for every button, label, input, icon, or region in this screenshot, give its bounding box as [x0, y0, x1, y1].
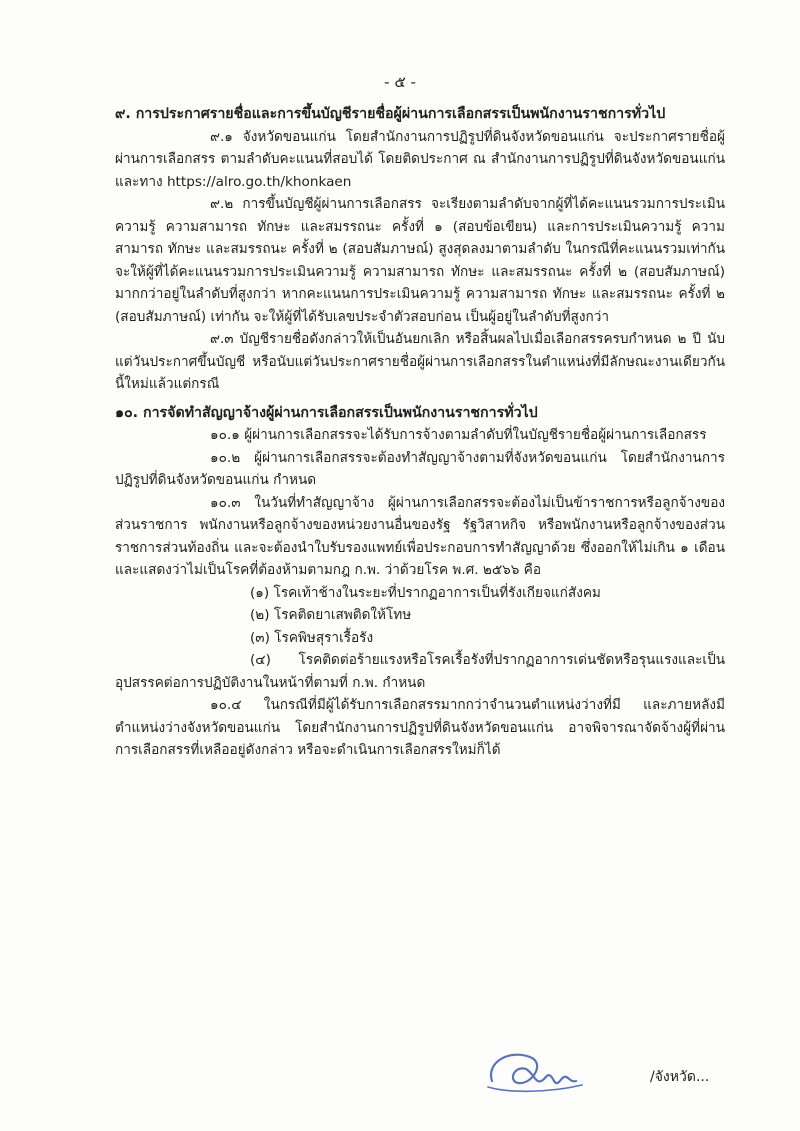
continuation-marker: /จังหวัด...	[650, 1069, 710, 1085]
section-10-1-paragraph: ๑๐.๑ ผู้ผ่านการเลือกสรรจะได้รับการจ้างตามลำดับที่ในบัญชีรายชื่อผู้ผ่านการเลือกสรร	[210, 427, 707, 443]
page-number: - ๕ -	[384, 73, 416, 91]
section-9-1-paragraph: ๙.๑ จังหวัดขอนแก่น โดยสำนักงานการปฏิรูปที่ดินจังหวัดขอนแก่น จะประกาศรายชื่อผู้ผ่านการเลือกสรร ตามลำดับคะแนนที่สอบได้ โดยติดประกาศ ณ สำนักงานการปฏิรูปที่ดินจังหวัดขอนแก่น และทาง https://alro.go.th/khonkaen	[115, 128, 725, 190]
disease-item: (๔) โรคติดต่อร้ายแรงหรือโรคเรื้อรังที่ปรากฏอาการเด่นชัดหรือรุนแรงและเป็นอุปสรรคต่อการปฏิบัติงานในหน้าที่ตามที่ ก.พ. กำหนด	[115, 652, 725, 691]
section-9-heading: ๙. การประกาศรายชื่อและการขึ้นบัญชีรายชื่อผู้ผ่านการเลือกสรรเป็นพนักงานราชการทั่วไป	[115, 106, 666, 122]
disease-item: (๓) โรคพิษสุราเรื้อรัง	[250, 629, 374, 646]
section-10-2-paragraph: ๑๐.๒ ผู้ผ่านการเลือกสรรจะต้องทำสัญญาจ้างตามที่จังหวัดขอนแก่น โดยสำนักงานการปฏิรูปที่ดินจังหวัดขอนแก่น กำหนด	[115, 449, 725, 488]
section-10-heading: ๑๐. การจัดทำสัญญาจ้างผู้ผ่านการเลือกสรรเป็นพนักงานราชการทั่วไป	[115, 404, 538, 421]
disease-item: (๒) โรคติดยาเสพติดให้โทษ	[250, 607, 412, 623]
signature-mark	[478, 1043, 590, 1103]
section-9-2-paragraph: ๙.๒ การขึ้นบัญชีผู้ผ่านการเลือกสรร จะเรียงตามลำดับจากผู้ที่ได้คะแนนรวมการประเมินความรู้ ความสามารถ ทักษะ และสมรรถนะ ครั้งที่ ๑ (สอบข้อเขียน) และการประเมินความรู้ ความสามารถ ทักษะ และสมรรถนะ ครั้งที่ ๒ (สอบสัมภาษณ์) สูงสุดลงมาตามลำดับ ในกรณีที่คะแนนรวมเท่ากัน จะให้ผู้ที่ได้คะแนนรวมการประเมินความรู้ ความสามารถ ทักษะ และสมรรถนะ ครั้งที่ ๒ (สอบสัมภาษณ์) มากกว่าอยู่ในลำดับที่สูงกว่า หากคะแนนการประเมินความรู้ ความสามารถ ทักษะ และสมรรถนะ ครั้งที่ ๒ (สอบสัมภาษณ์) เท่ากัน จะให้ผู้ที่ได้รับเลขประจำตัวสอบก่อน เป็นผู้อยู่ในลำดับที่สูงกว่า	[115, 196, 725, 325]
document-body	[115, 103, 725, 762]
section-9-3-paragraph: ๙.๓ บัญชีรายชื่อดังกล่าวให้เป็นอันยกเลิก หรือสิ้นผลไปเมื่อเลือกสรรครบกำหนด ๒ ปี นับแต่วันประกาศขึ้นบัญชี หรือนับแต่วันประกาศรายชื่อผู้ผ่านการเลือกสรรในตำแหน่งที่มีลักษณะงานเดียวกันนี้ใหม่แล้วแต่กรณี	[115, 331, 725, 392]
section-10-3-paragraph: ๑๐.๓ ในวันที่ทำสัญญาจ้าง ผู้ผ่านการเลือกสรรจะต้องไม่เป็นข้าราชการหรือลูกจ้างของส่วนราชการ พนักงานหรือลูกจ้างของหน่วยงานอื่นของรัฐ รัฐวิสาหกิจ หรือพนักงานหรือลูกจ้างของส่วนราชการส่วนท้องถิ่น และจะต้องนำใบรับรองแพทย์เพื่อประกอบการทำสัญญาด้วย ซึ่งออกให้ไม่เกิน ๑ เดือน และแสดงว่าไม่เป็นโรคที่ต้องห้ามตามกฎ ก.พ. ว่าด้วยโรค พ.ศ. ๒๕๖๖ คือ	[115, 494, 725, 578]
section-10-4-paragraph: ๑๐.๔ ในกรณีที่มีผู้ได้รับการเลือกสรรมากกว่าจำนวนตำแหน่งว่างที่มี และภายหลังมีตำแหน่งว่างจังหวัดขอนแก่น โดยสำนักงานการปฏิรูปที่ดินจังหวัดขอนแก่น อาจพิจารณาจัดจ้างผู้ที่ผ่านการเลือกสรรที่เหลืออยู่ดังกล่าว หรือจะดำเนินการเลือกสรรใหม่ก็ได้	[115, 697, 725, 758]
disease-item: (๑) โรคเท้าช้างในระยะที่ปรากฏอาการเป็นที่รังเกียจแก่สังคม	[250, 584, 601, 601]
